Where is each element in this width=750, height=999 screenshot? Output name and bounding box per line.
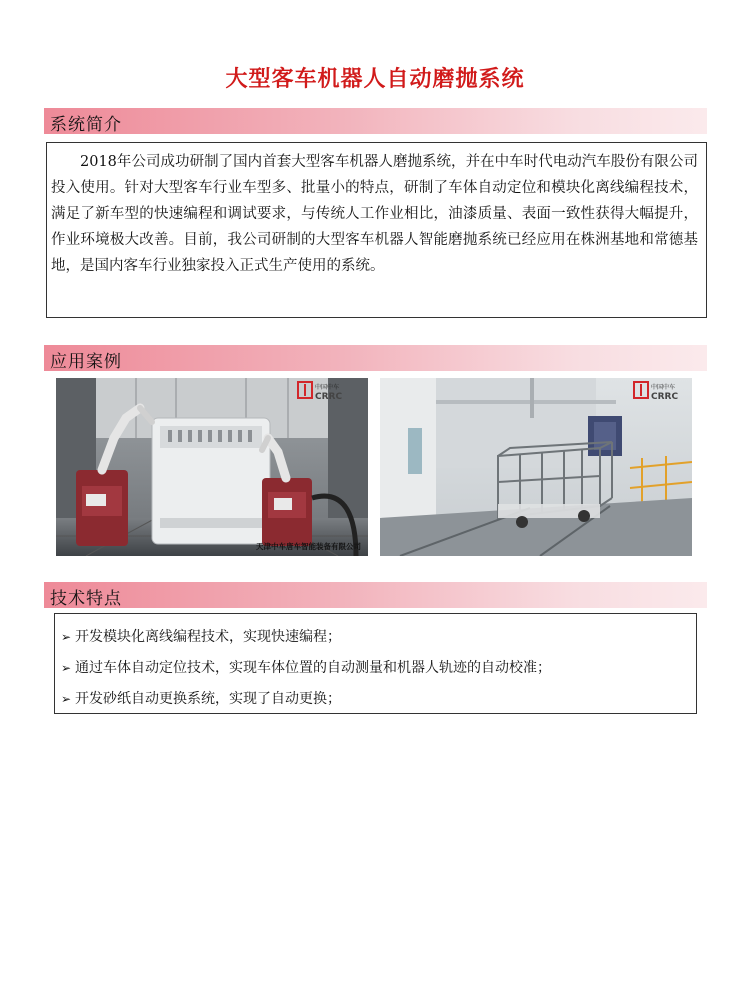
section-header-features: [44, 582, 707, 608]
arrow-right-icon: ➢: [61, 630, 72, 644]
case-photo-bus-frame: [380, 378, 692, 556]
intro-box: [46, 142, 707, 318]
feature-text: 开发模块化离线编程技术，实现快速编程；: [75, 629, 341, 645]
arrow-right-icon: ➢: [61, 692, 72, 706]
section-header-cases: [44, 345, 707, 371]
section-title-intro: 系统简介: [50, 115, 122, 135]
section-title-cases: 应用案例: [50, 352, 122, 372]
page-title: 大型客车机器人自动磨抛系统: [225, 67, 525, 92]
feature-text: 通过车体自动定位技术，实现车体位置的自动测量和机器人轨迹的自动校准；: [75, 660, 551, 676]
intro-paragraph: 2018年公司成功研制了国内首套大型客车机器人磨抛系统，并在中车时代电动汽车股份有限公司投入使用。针对大型客车行业车型多、批量小的特点，研制了车体自动定位和模块化离线编程技术，满足了新车型的快速编程和调试要求，与传统人工作业相比，油漆质量、表面一致性获得大幅提升，作业环境极大改善。目前，我公司研制的大型客车机器人智能磨抛系统已经应用在株洲基地和常德基地，是国内客车行业独家投入正式生产使用的系统。: [51, 154, 698, 274]
section-header-intro: [44, 108, 707, 134]
feature-item: [61, 684, 690, 715]
feature-item: [61, 622, 690, 653]
photo-caption: 天津中车唐车智能装备有限公司: [256, 542, 361, 551]
case-photo-robot-cell: [56, 378, 368, 556]
section-title-features: 技术特点: [50, 589, 122, 609]
logo-text-en: CRRC: [315, 392, 343, 402]
feature-text: 开发砂纸自动更换系统，实现了自动更换；: [75, 691, 341, 707]
feature-item: [61, 653, 690, 684]
bus-frame-illustration: [380, 378, 692, 556]
robot-cell-illustration: [56, 378, 368, 556]
logo-text-cn: 中国中车: [315, 384, 340, 391]
logo-text-en: CRRC: [651, 392, 679, 402]
logo-text-cn: 中国中车: [651, 384, 676, 391]
arrow-right-icon: ➢: [61, 661, 72, 675]
features-box: [54, 613, 697, 714]
